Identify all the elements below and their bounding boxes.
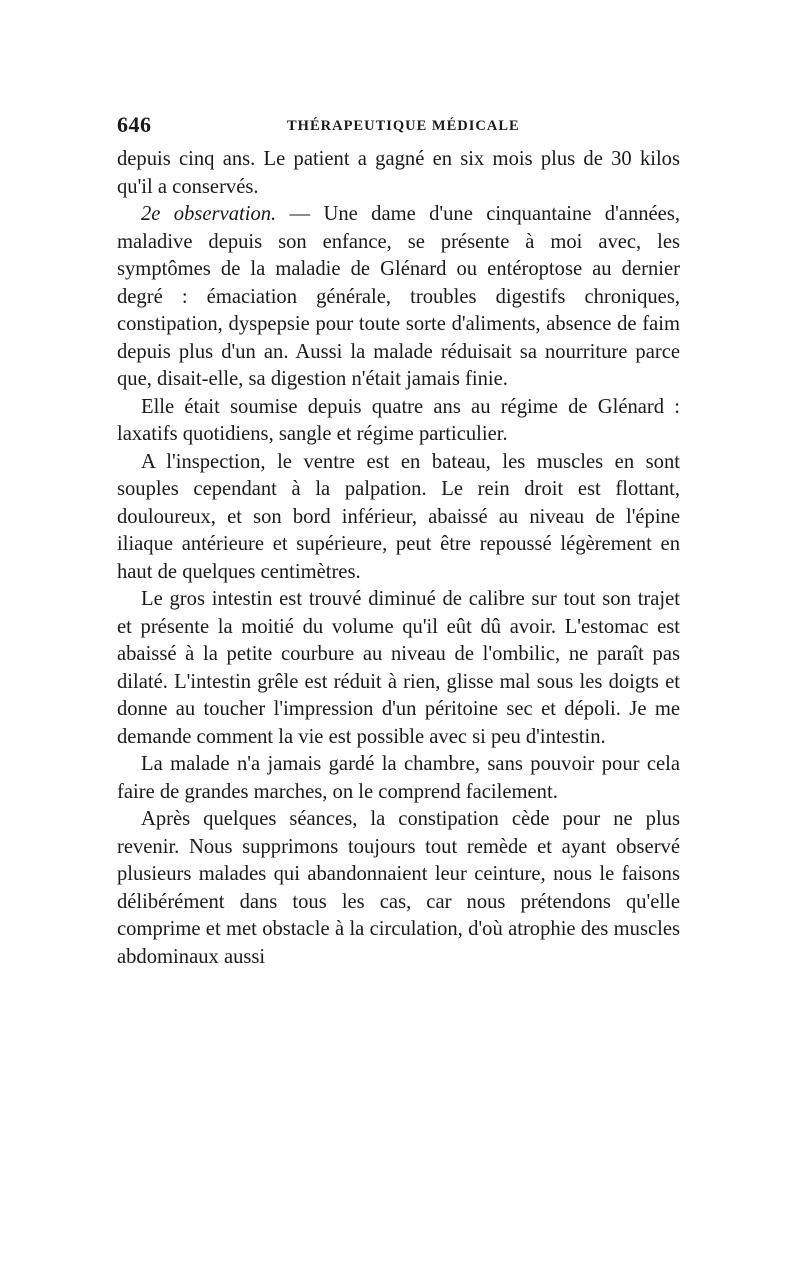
paragraph-3 <box>117 394 680 449</box>
paragraph-4 <box>117 449 680 587</box>
body-text <box>117 146 680 971</box>
running-head <box>117 112 680 146</box>
paragraph-text: depuis cinq ans. Le patient a gagné en six mois plus de 30 kilos qu'il a conservés. <box>117 148 680 198</box>
paragraph-text: Après quelques séances, la constipation cède pour ne plus revenir. Nous supprimons toujours tout remède et ayant observé plusieurs malades qui abandonnaient leur ceinture, nous le faisons délibérément dans tous les cas, car nous prétendons qu'elle comprime et met obstacle à la circulation, d'où atrophie des muscles abdominaux aussi <box>117 808 680 968</box>
book-page <box>117 112 680 971</box>
paragraph-2 <box>117 201 680 394</box>
paragraph-5 <box>117 586 680 751</box>
paragraph-text: Elle était soumise depuis quatre ans au régime de Glénard : laxatifs quotidiens, sangle et régime particulier. <box>117 395 680 445</box>
paragraph-text: A l'inspection, le ventre est en bateau, les muscles en sont souples cependant à la palpation. Le rein droit est flottant, douloureux, et son bord inférieur, abaissé au niveau de l'épine iliaque antérieure et supérieure, peut être repoussé légèrement en haut de quelques centimètres. <box>117 450 680 583</box>
paragraph-text: — Une dame d'une cinquantaine d'années, maladive depuis son enfance, se présente à moi avec, les symptômes de la maladie de Glénard ou entéroptose au dernier degré : émaciation générale, troubles digestifs chroniques, constipation, dyspepsie pour toute sorte d'aliments, absence de faim depuis plus d'un an. Aussi la malade réduisait sa nourriture parce que, disait-elle, sa digestion n'était jamais finie. <box>117 203 680 390</box>
paragraph-1 <box>117 146 680 201</box>
paragraph-7 <box>117 806 680 971</box>
observation-label: 2e observation. <box>141 203 277 225</box>
running-title: THÉRAPEUTIQUE MÉDICALE <box>287 118 520 134</box>
paragraph-text: La malade n'a jamais gardé la chambre, sans pouvoir pour cela faire de grandes marches, on le comprend facilement. <box>117 753 680 803</box>
paragraph-text: Le gros intestin est trouvé diminué de calibre sur tout son trajet et présente la moitié du volume qu'il eût dû avoir. L'estomac est abaissé à la petite courbure au niveau de l'ombilic, ne paraît pas dilaté. L'intestin grêle est réduit à rien, glisse mal sous les doigts et donne au toucher l'impression d'un péritoine sec et dépoli. Je me demande comment la vie est possible avec si peu d'intestin. <box>117 588 680 748</box>
paragraph-6 <box>117 751 680 806</box>
page-number: 646 <box>117 112 152 137</box>
